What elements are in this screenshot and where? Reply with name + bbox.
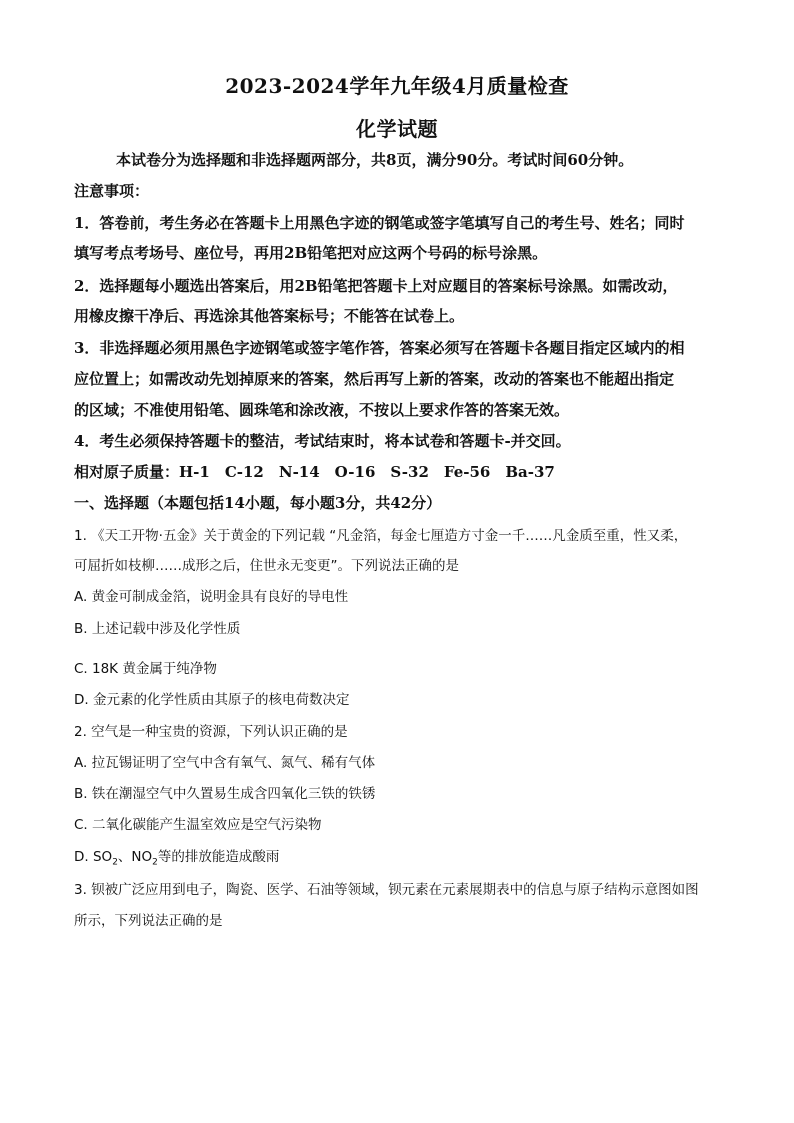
exam-subtitle: 化学试题 — [356, 117, 438, 141]
note-3-line-2: 应位置上；如需改动先划掉原来的答案，然后再写上新的答案，改动的答案也不能超出指定 — [74, 370, 675, 388]
section-heading: 一、选择题（本题包括14小题，每小题3分，共42分） — [74, 494, 442, 512]
note-4: 4．考生必须保持答题卡的整洁，考试结束时，将本试卷和答题卡-并交回。 — [74, 432, 571, 450]
q1-option-d: D. 金元素的化学性质由其原子的核电荷数决定 — [74, 692, 350, 708]
q2-option-a: A. 拉瓦锡证明了空气中含有氧气、氮气、稀有气体 — [74, 755, 376, 771]
q3-stem-line-2: 所示，下列说法正确的是 — [74, 913, 223, 929]
q2-option-d-sub-1: 2 — [112, 857, 118, 868]
q2-stem: 2. 空气是一种宝贵的资源，下列认识正确的是 — [74, 724, 348, 740]
q1-option-b: B. 上述记载中涉及化学性质 — [74, 621, 241, 637]
exam-title: 2023-2024学年九年级4月质量检查 — [225, 74, 569, 98]
q2-option-d — [74, 847, 724, 873]
note-1-line-2: 填写考点考场号、座位号，再用2B铅笔把对应这两个号码的标号涂黑。 — [74, 244, 548, 262]
q2-option-d-prefix: D. SO — [74, 849, 113, 865]
note-2-line-2: 用橡皮擦干净后、再选涂其他答案标号；不能答在试卷上。 — [74, 307, 465, 325]
atomic-masses: 相对原子质量：H-1 C-12 N-14 O-16 S-32 Fe-56 Ba-37 — [74, 463, 555, 481]
intro-text: 本试卷分为选择题和非选择题两部分，共8页，满分90分。考试时间60分钟。 — [116, 151, 634, 169]
note-3-line-3: 的区域；不准使用铅笔、圆珠笔和涂改液，不按以上要求作答的答案无效。 — [74, 401, 570, 419]
q2-option-d-mid: 、NO — [117, 849, 153, 865]
q1-stem-line-2: 可屈折如枝柳……成形之后，住世永无变更”。下列说法正确的是 — [74, 558, 459, 574]
notes-heading: 注意事项： — [74, 182, 150, 200]
q2-option-b: B. 铁在潮湿空气中久置易生成含四氧化三铁的铁锈 — [74, 786, 376, 802]
note-2-line-1: 2．选择题每小题选出答案后，用2B铅笔把答题卡上对应题目的答案标号涂黑。如需改动， — [74, 277, 678, 295]
q2-option-d-sub-2: 2 — [152, 857, 158, 868]
q3-stem-line-1: 3. 钡被广泛应用到电子，陶瓷、医学、石油等领域，钡元素在元素展期表中的信息与原子结构示意图如图 — [74, 882, 699, 898]
q2-option-c: C. 二氧化碳能产生温室效应是空气污染物 — [74, 817, 322, 833]
q1-stem-line-1: 1. 《天工开物·五金》关于黄金的下列记载 “凡金箔，每金七厘造方寸金一千……凡金质至重，性又柔， — [74, 528, 688, 544]
q1-option-a: A. 黄金可制成金箔，说明金具有良好的导电性 — [74, 589, 349, 605]
note-3-line-1: 3．非选择题必须用黑色字迹钢笔或签字笔作答，答案必须写在答题卡各题目指定区域内的相 — [74, 339, 685, 357]
q1-option-c: C. 18K 黄金属于纯净物 — [74, 661, 217, 677]
note-1-line-1: 1．答卷前，考生务必在答题卡上用黑色字迹的钢笔或签字笔填写自己的考生号、姓名；同时 — [74, 214, 685, 232]
q2-option-d-suffix: 等的排放能造成酸雨 — [157, 849, 280, 865]
